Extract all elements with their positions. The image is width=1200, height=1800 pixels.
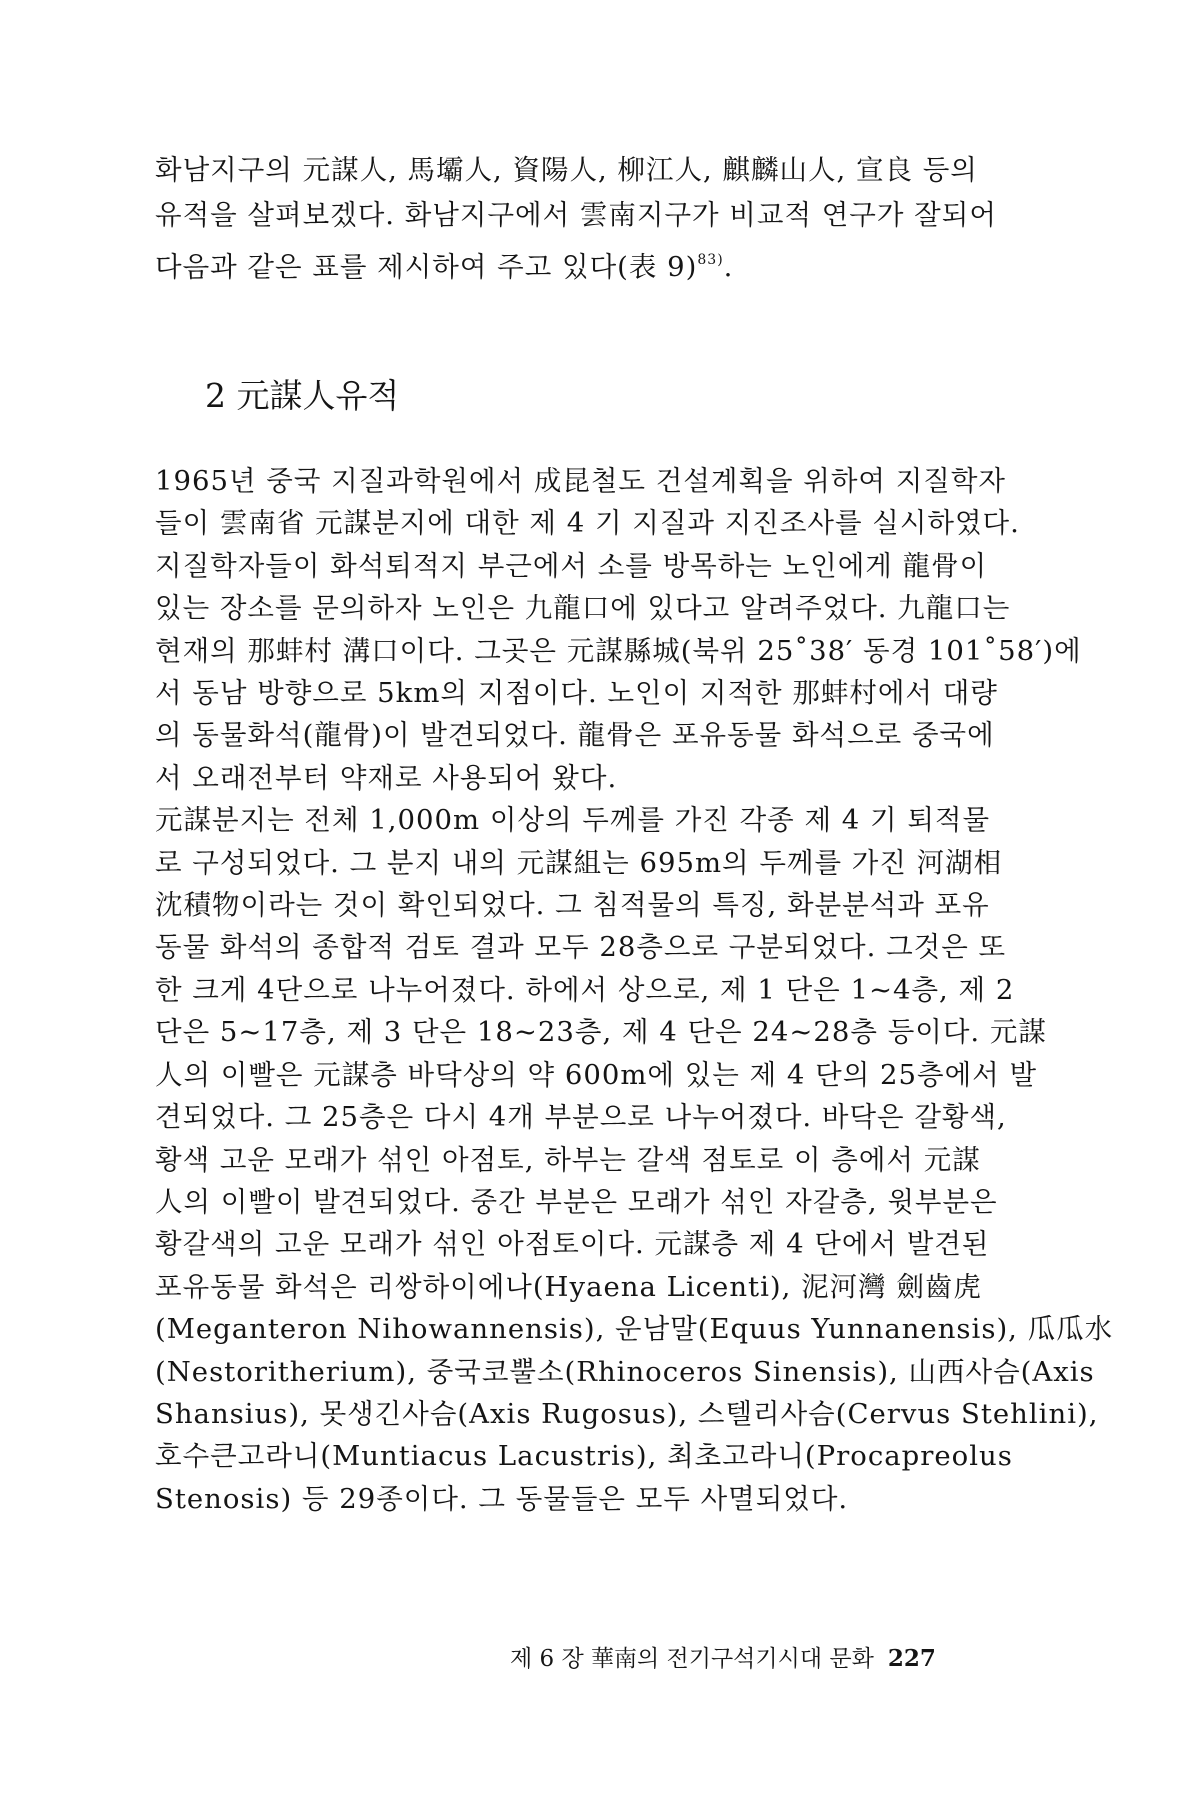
- intro-line: [155, 238, 1015, 290]
- intro-line-end: .: [723, 251, 734, 283]
- body-line: 들이 雲南省 元謀분지에 대한 제 4 기 지질과 지진조사를 실시하였다.: [155, 507, 1020, 540]
- body-line: 서 동남 방향으로 5km의 지점이다. 노인이 지적한 那蚌村에서 대량: [155, 677, 998, 710]
- body-line: 元謀분지는 전체 1,000m 이상의 두께를 가진 각종 제 4 기 퇴적물: [155, 804, 991, 837]
- intro-line-text: 다음과 같은 표를 제시하여 주고 있다(表 9): [155, 251, 698, 283]
- body-line: (Nestoritherium), 중국코뿔소(Rhinoceros Sinensis), 山西사슴(Axis: [155, 1355, 1095, 1388]
- body-line: 지질학자들이 화석퇴적지 부근에서 소를 방목하는 노인에게 龍骨이: [155, 549, 988, 582]
- body-line: (Meganteron Nihowannensis), 운남말(Equus Yunnanensis), 瓜瓜水: [155, 1313, 1114, 1346]
- intro-line: 유적을 살펴보겠다. 화남지구에서 雲南지구가 비교적 연구가 잘되어: [155, 199, 997, 231]
- page-footer: [510, 1640, 936, 1673]
- body-line: Shansius), 못생긴사슴(Axis Rugosus), 스텔리사슴(Cervus Stehlini),: [155, 1397, 1099, 1430]
- body-line: 동물 화석의 종합적 검토 결과 모두 28층으로 구분되었다. 그것은 또: [155, 931, 1007, 964]
- section-heading: 2 元謀人유적: [205, 376, 400, 415]
- body-line: 호수큰고라니(Muntiacus Lacustris), 최초고라니(Procapreolus: [155, 1440, 1013, 1473]
- body-line: 황갈색의 고운 모래가 섞인 아점토이다. 元謀층 제 4 단에서 발견된: [155, 1228, 990, 1261]
- body-line: 의 동물화석(龍骨)이 발견되었다. 龍骨은 포유동물 화석으로 중국에: [155, 719, 995, 752]
- body-line: 한 크게 4단으로 나누어졌다. 하에서 상으로, 제 1 단은 1~4층, 제 2: [155, 973, 1015, 1006]
- page-number: 227: [887, 1645, 936, 1672]
- intro-paragraph: [155, 148, 1015, 290]
- body-line: 로 구성되었다. 그 분지 내의 元謀組는 695m의 두께를 가진 河湖相: [155, 846, 1003, 879]
- footnote-ref: 83): [697, 252, 724, 268]
- body-paragraph: [155, 460, 1114, 1520]
- body-line: 황색 고운 모래가 섞인 아점토, 하부는 갈색 점토로 이 층에서 元謀: [155, 1143, 981, 1176]
- body-line: 단은 5~17층, 제 3 단은 18~23층, 제 4 단은 24~28층 등이다. 元謀: [155, 1016, 1047, 1049]
- body-line: Stenosis) 등 29종이다. 그 동물들은 모두 사멸되었다.: [155, 1482, 849, 1515]
- body-line: 있는 장소를 문의하자 노인은 九龍口에 있다고 알려주었다. 九龍口는: [155, 592, 1011, 625]
- body-line: 沈積物이라는 것이 확인되었다. 그 침적물의 특징, 화분분석과 포유: [155, 889, 990, 922]
- body-line: 人의 이빨은 元謀층 바닥상의 약 600m에 있는 제 4 단의 25층에서 발: [155, 1058, 1038, 1091]
- body-line: 人의 이빨이 발견되었다. 중간 부분은 모래가 섞인 자갈층, 윗부분은: [155, 1185, 998, 1218]
- intro-line: 화남지구의 元謀人, 馬壩人, 資陽人, 柳江人, 麒麟山人, 宣良 등의: [155, 154, 978, 186]
- body-line: 서 오래전부터 약재로 사용되어 왔다.: [155, 761, 618, 794]
- body-line: 1965년 중국 지질과학원에서 成昆철도 건설계획을 위하여 지질학자: [155, 465, 1006, 497]
- body-line: 포유동물 화석은 리쌍하이에나(Hyaena Licenti), 泥河灣 劍齒虎: [155, 1270, 982, 1303]
- body-line: 현재의 那蚌村 溝口이다. 그곳은 元謀縣城(북위 25˚38′ 동경 101˚58′)에: [155, 634, 1082, 667]
- chapter-running-title: 제 6 장 華南의 전기구석기시대 문화: [510, 1646, 874, 1672]
- body-line: 견되었다. 그 25층은 다시 4개 부분으로 나누어졌다. 바닥은 갈황색,: [155, 1101, 1007, 1134]
